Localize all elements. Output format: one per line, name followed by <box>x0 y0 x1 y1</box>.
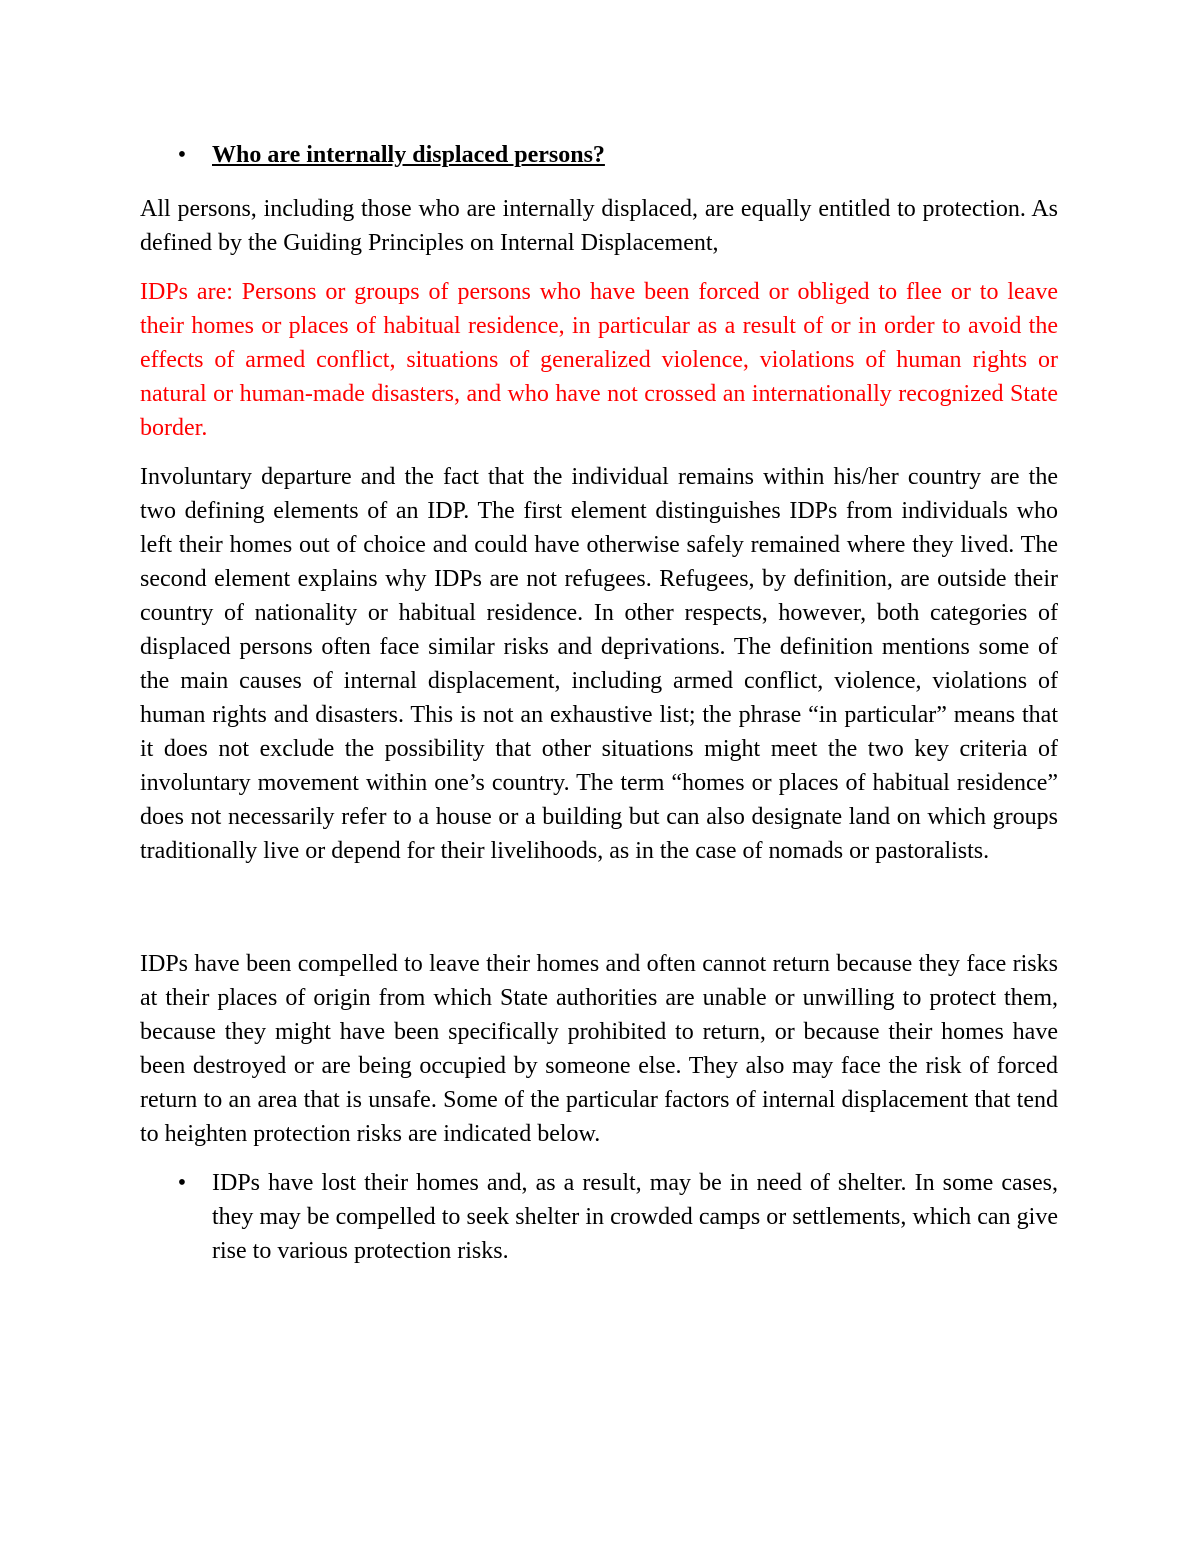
document-page <box>140 138 1058 1268</box>
list-item-text: IDPs have lost their homes and, as a result, may be in need of shelter. In some cases, they may be compelled to seek shelter in crowded camps or settlements, which can give rise to various protection risks. <box>212 1170 1058 1264</box>
bullet-icon: • <box>177 1170 187 1196</box>
bullet-icon: • <box>177 142 187 168</box>
compelled-paragraph: IDPs have been compelled to leave their homes and often cannot return because they face risks at their places of origin from which State authorities are unable or unwilling to protect them, because they might have been specifically prohibited to return, or because their homes have been destroyed or are being occupied by someone else. They also may face the risk of forced return to an area that is unsafe. Some of the particular factors of internal displacement that tend to heighten protection risks are indicated below. <box>140 951 1058 1147</box>
intro-paragraph: All persons, including those who are internally displaced, are equally entitled to protection. As defined by the Guiding Principles on Internal Displacement, <box>140 196 1058 256</box>
blank-line <box>140 883 1058 947</box>
section-heading: Who are internally displaced persons? <box>212 142 605 168</box>
list-item <box>140 1166 1058 1268</box>
defining-elements-paragraph: Involuntary departure and the fact that the individual remains within his/her country are the two defining elements of an IDP. The first element distinguishes IDPs from individuals who left their homes out of choice and could have otherwise safely remained where they lived. The second element explains why IDPs are not refugees. Refugees, by definition, are outside their country of nationality or habitual residence. In other respects, however, both categories of displaced persons often face similar risks and deprivations. The definition mentions some of the main causes of internal displacement, including armed conflict, violence, violations of human rights and disasters. This is not an exhaustive list; the phrase “in particular” means that it does not exclude the possibility that other situations might meet the two key criteria of involuntary movement within one’s country. The term “homes or places of habitual residence” does not necessarily refer to a house or a building but can also designate land on which groups traditionally live or depend for their livelihoods, as in the case of nomads or pastoralists. <box>140 464 1058 864</box>
heading-row <box>140 138 1058 172</box>
idp-definition-paragraph: IDPs are: Persons or groups of persons who have been forced or obliged to flee or to leave their homes or places of habitual residence, in particular as a result of or in order to avoid the effects of armed conflict, situations of generalized violence, violations of human rights or natural or human-made disasters, and who have not crossed an internationally recognized State border. <box>140 279 1058 441</box>
